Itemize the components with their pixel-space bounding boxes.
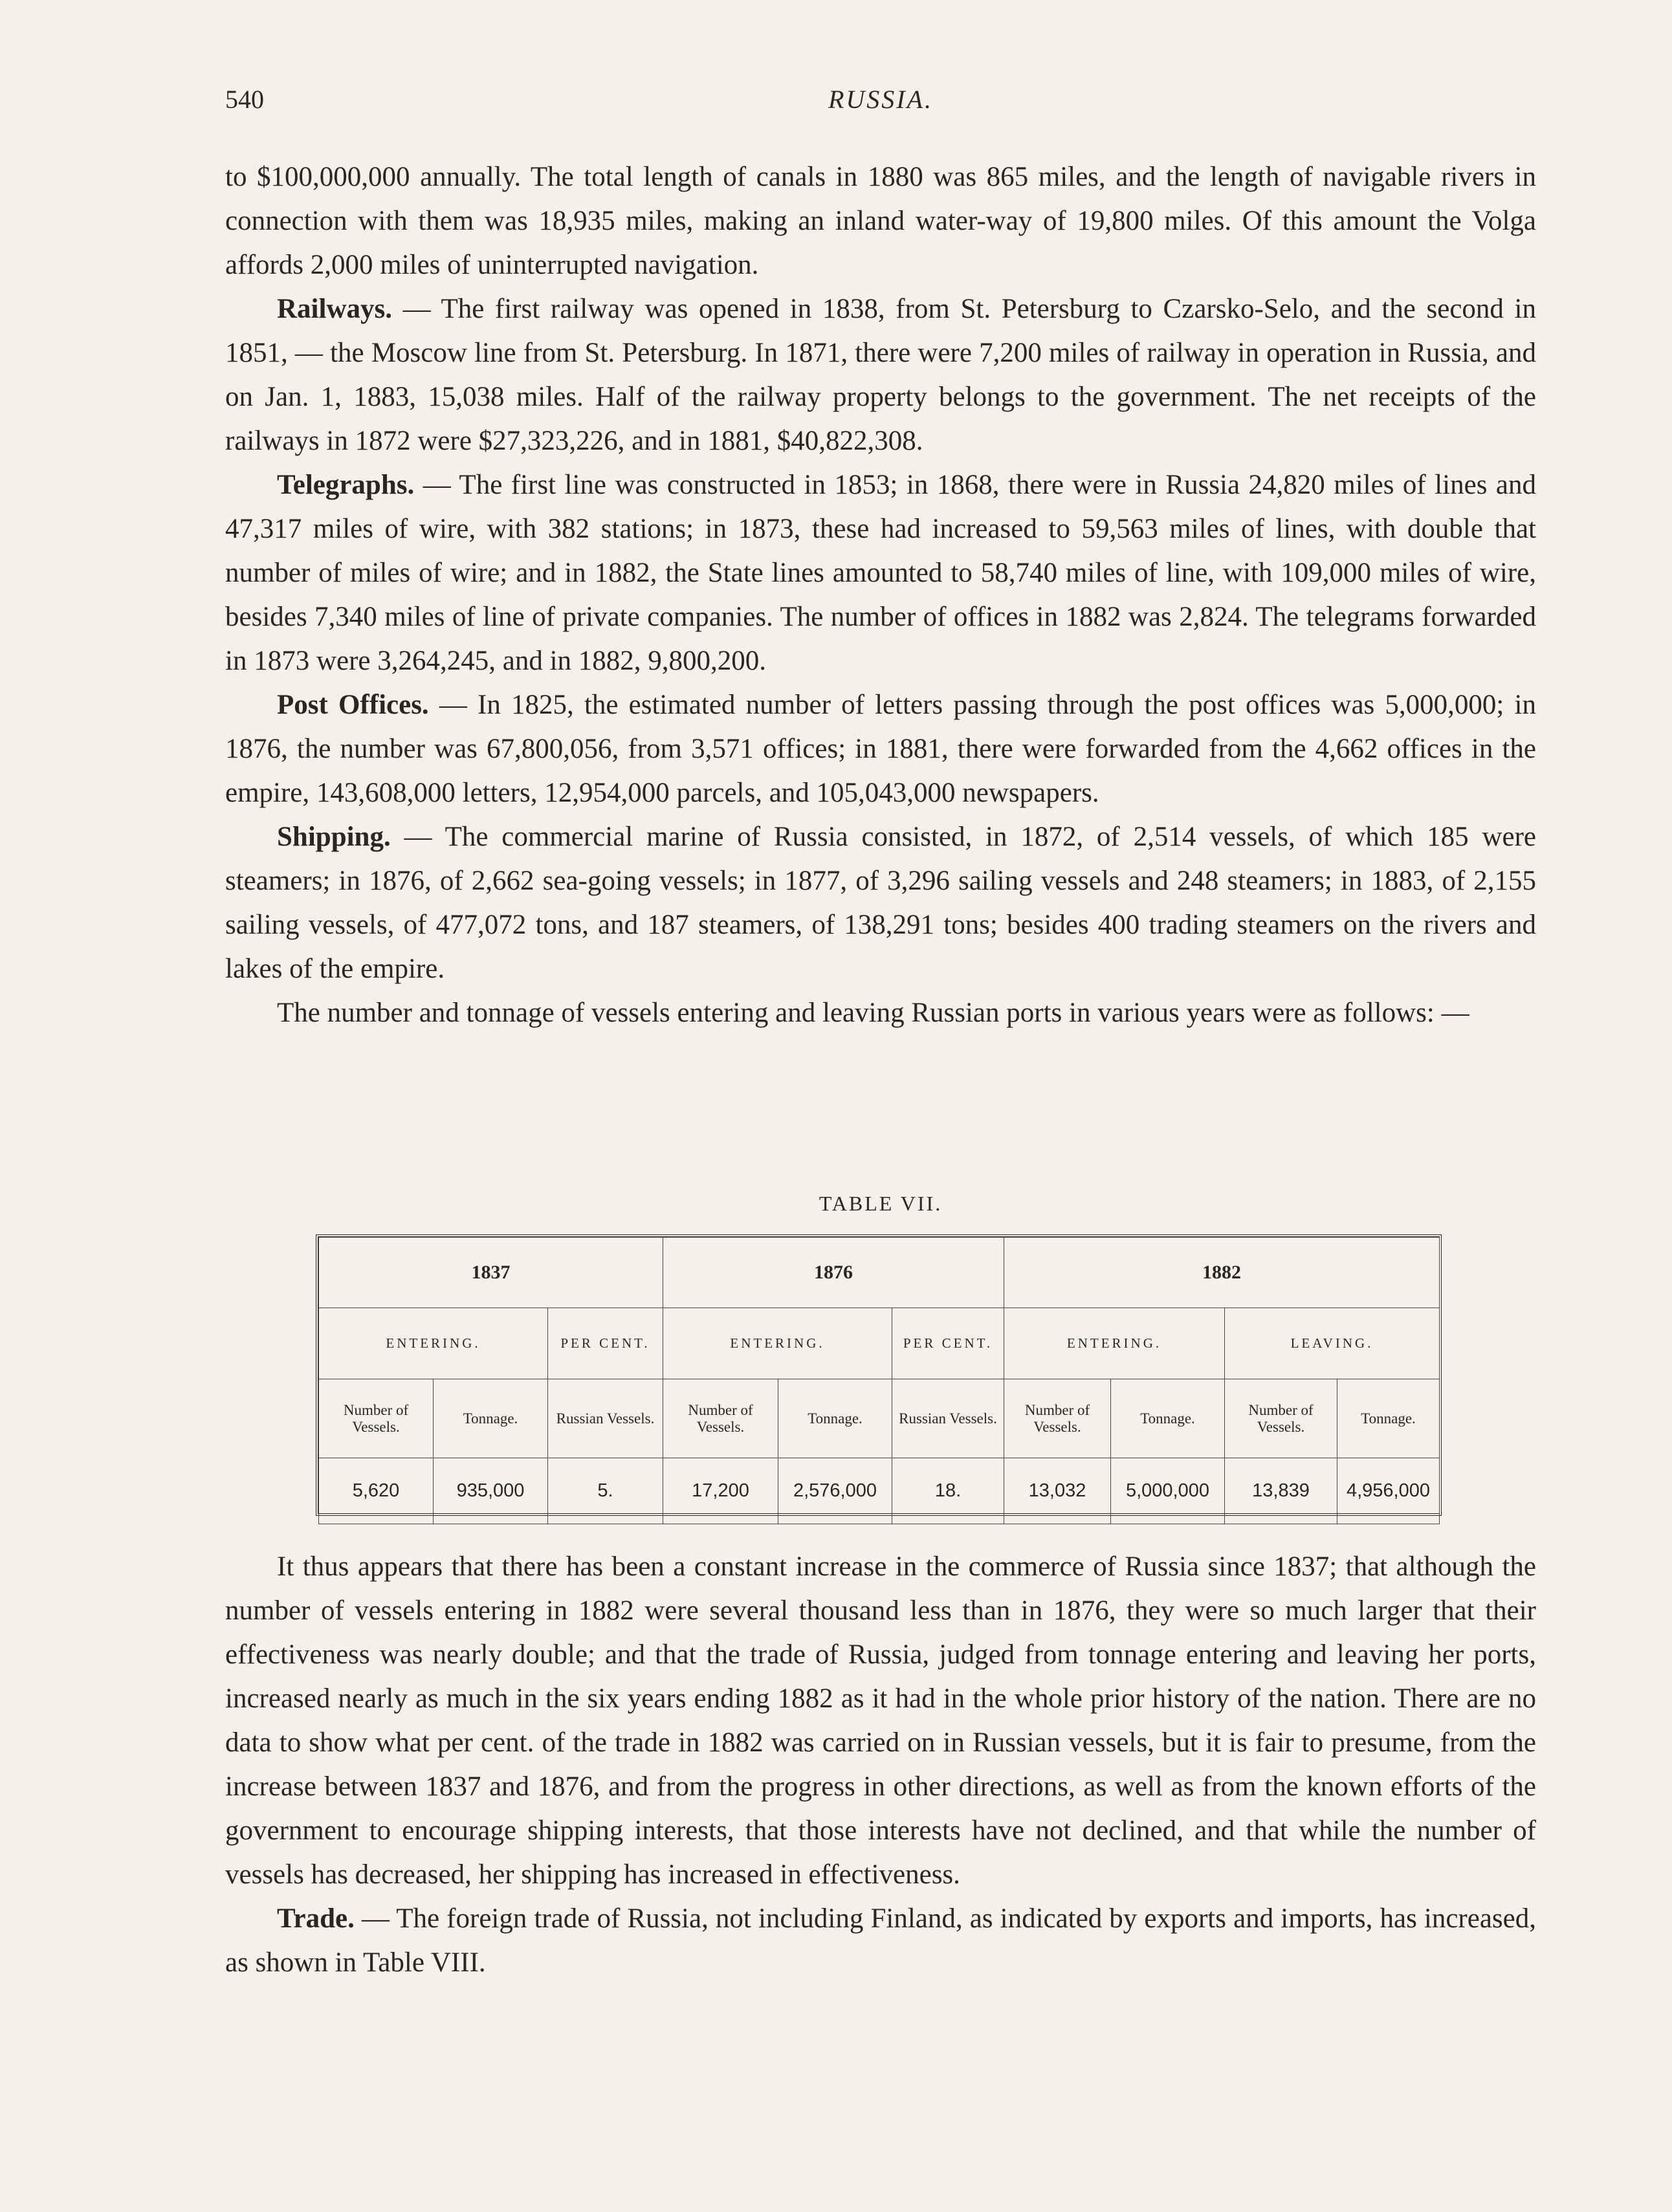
group-header: ENTERING. <box>319 1308 548 1379</box>
group-row <box>319 1308 1440 1379</box>
column-header: Tonnage. <box>778 1379 892 1458</box>
table-cell: 2,576,000 <box>778 1458 892 1524</box>
column-header: Tonnage. <box>1111 1379 1225 1458</box>
year-row <box>319 1238 1440 1308</box>
running-head <box>225 84 1536 123</box>
body-text-top <box>225 155 1536 1035</box>
column-header: Number of Vessels. <box>319 1379 434 1458</box>
paragraph-trade <box>225 1897 1536 1985</box>
paragraph-text: — The foreign trade of Russia, not including Finland, as indicated by exports and imports, has increased, as shown in Table VIII. <box>225 1903 1536 1978</box>
column-header: Russian Vessels. <box>892 1379 1004 1458</box>
paragraph-text: It thus appears that there has been a constant increase in the commerce of Russia since 1837; that although the number of vessels entering in 1882 were several thousand less than in 1876, they were so much larger that their effectiveness was nearly double; and that the trade of Russia, judged from tonnage entering and leaving her ports, increased nearly as much in the six years ending 1882 as it had in the whole prior history of the nation. There are no data to show what per cent. of the trade in 1882 was carried on in Russian vessels, but it is fair to presume, from the increase between 1837 and 1876, and from the progress in other directions, as well as from the known efforts of the government to encourage shipping interests, that those interests have not declined, and that while the number of vessels has decreased, her shipping has increased in effectiveness. <box>225 1551 1536 1890</box>
paragraph-text: — In 1825, the estimated number of letters passing through the post offices was 5,000,000; in 1876, the number was 67,800,056, from 3,571 offices; in 1881, there were forwarded from the 4,662 offices in the empire, 143,608,000 letters, 12,954,000 parcels, and 105,043,000 newspapers. <box>225 690 1536 808</box>
section-heading-post-offices: Post Offices. <box>277 690 429 720</box>
section-heading-railways: Railways. <box>277 294 392 324</box>
paragraph-post-offices <box>225 683 1536 815</box>
column-header: Number of Vessels. <box>1225 1379 1337 1458</box>
year-header: 1882 <box>1004 1238 1440 1308</box>
group-header: PER CENT. <box>548 1308 663 1379</box>
group-header: ENTERING. <box>663 1308 892 1379</box>
body-text-bottom <box>225 1545 1536 1985</box>
column-header: Russian Vessels. <box>548 1379 663 1458</box>
table-cell: 17,200 <box>663 1458 778 1524</box>
section-heading-shipping: Shipping. <box>277 822 391 852</box>
group-header: ENTERING. <box>1004 1308 1225 1379</box>
vessels-table <box>318 1237 1440 1524</box>
table-cell: 13,839 <box>1225 1458 1337 1524</box>
group-header: LEAVING. <box>1225 1308 1440 1379</box>
table-cell: 18. <box>892 1458 1004 1524</box>
page-number: 540 <box>225 85 264 114</box>
table-cell: 935,000 <box>434 1458 548 1524</box>
year-header: 1876 <box>663 1238 1004 1308</box>
table-frame <box>316 1234 1442 1516</box>
paragraph-text: — The first line was constructed in 1853; in 1868, there were in Russia 24,820 miles of lines and 47,317 miles of wire, with 382 stations; in 1873, these had increased to 59,563 miles of lines, with double that number of miles of wire; and in 1882, the State lines amounted to 58,740 miles of line, with 109,000 miles of wire, besides 7,340 miles of line of private companies. The number of offices in 1882 was 2,824. The telegrams forwarded in 1873 were 3,264,245, and in 1882, 9,800,200. <box>225 470 1536 676</box>
column-header-row <box>319 1379 1440 1458</box>
column-header: Tonnage. <box>1337 1379 1440 1458</box>
paragraph-text: — The first railway was opened in 1838, from St. Petersburg to Czarsko-Selo, and the second in 1851, — the Moscow line from St. Petersburg. In 1871, there were 7,200 miles of railway in operation in Russia, and on Jan. 1, 1883, 15,038 miles. Half of the railway property belongs to the government. The net receipts of the railways in 1872 were $27,323,226, and in 1881, $40,822,308. <box>225 294 1536 456</box>
column-header: Number of Vessels. <box>1004 1379 1111 1458</box>
table-caption: TABLE VII. <box>819 1192 943 1215</box>
table-cell: 4,956,000 <box>1337 1458 1440 1524</box>
table-cell: 5. <box>548 1458 663 1524</box>
paragraph-text: — The commercial marine of Russia consisted, in 1872, of 2,514 vessels, of which 185 were steamers; in 1876, of 2,662 sea-going vessels; in 1877, of 3,296 sailing vessels and 248 steamers; in 1883, of 2,155 sailing vessels, of 477,072 tons, and 187 steamers, of 138,291 tons; besides 400 trading steamers on the rivers and lakes of the empire. <box>225 822 1536 984</box>
table-cell: 5,000,000 <box>1111 1458 1225 1524</box>
column-header: Number of Vessels. <box>663 1379 778 1458</box>
paragraph-canals <box>225 155 1536 287</box>
group-header: PER CENT. <box>892 1308 1004 1379</box>
paragraph-shipping <box>225 815 1536 991</box>
paragraph-telegraphs <box>225 463 1536 683</box>
table-cell: 13,032 <box>1004 1458 1111 1524</box>
running-title: RUSSIA. <box>828 85 934 114</box>
paragraph-railways <box>225 287 1536 463</box>
section-heading-telegraphs: Telegraphs. <box>277 470 415 500</box>
section-heading-trade: Trade. <box>277 1903 355 1934</box>
year-header: 1837 <box>319 1238 663 1308</box>
table-row <box>319 1458 1440 1524</box>
paragraph-text: The number and tonnage of vessels entering and leaving Russian ports in various years were as follows: — <box>277 998 1469 1028</box>
column-header: Tonnage. <box>434 1379 548 1458</box>
paragraph-commerce-summary <box>225 1545 1536 1897</box>
paragraph-text: to $100,000,000 annually. The total length of canals in 1880 was 865 miles, and the length of navigable rivers in connection with them was 18,935 miles, making an inland water-way of 19,800 miles. Of this amount the Volga affords 2,000 miles of uninterrupted navigation. <box>225 162 1536 280</box>
table-cell: 5,620 <box>319 1458 434 1524</box>
paragraph-table-intro <box>225 991 1536 1035</box>
